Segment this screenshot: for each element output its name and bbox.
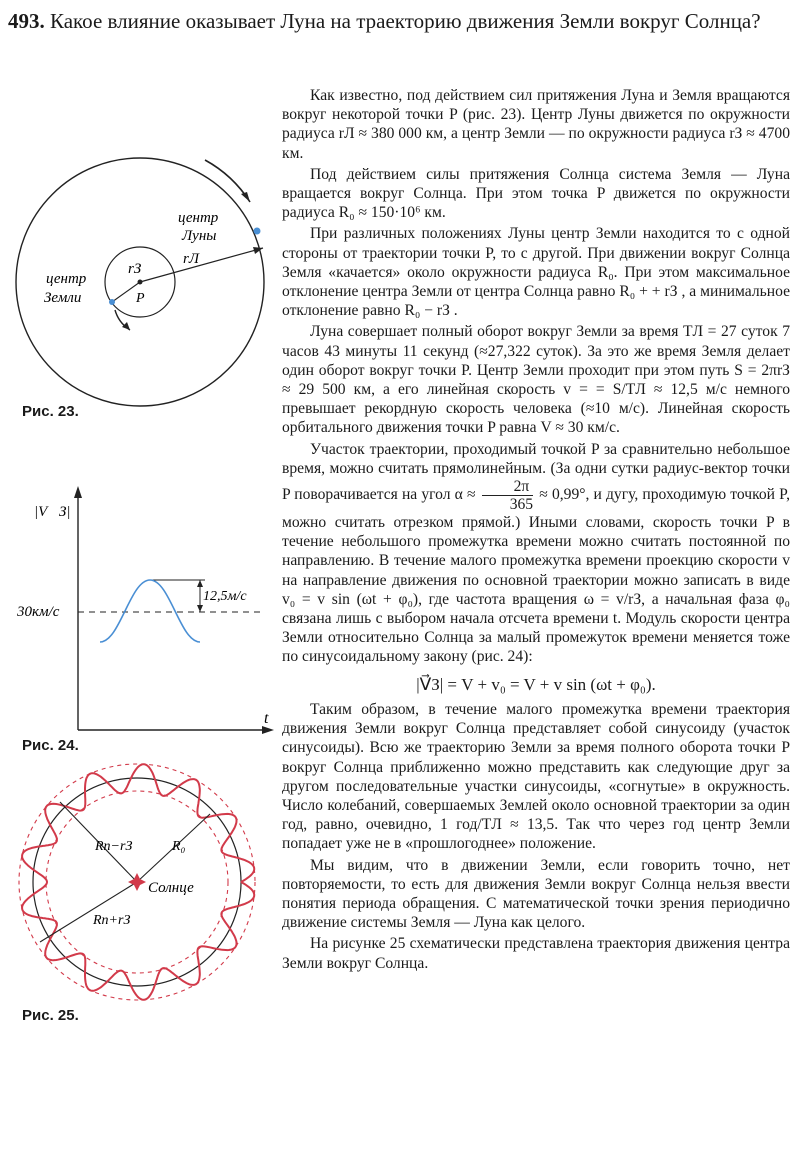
problem-title <box>8 8 798 34</box>
earth-center-dot <box>109 299 115 305</box>
r-moon-label: rЛ <box>183 251 199 267</box>
r-plus-label: Rп+rЗ <box>93 913 131 928</box>
baseline-label: 30км/с <box>17 604 60 620</box>
arrow-icon <box>122 322 130 330</box>
earth-label: центр <box>46 271 87 287</box>
moon-label: центр <box>178 210 219 226</box>
y-axis-label: |V⃗З| <box>34 504 71 520</box>
arrow-icon <box>197 605 203 612</box>
r0-label: R₀ <box>172 839 186 854</box>
moon-center-dot <box>254 228 261 235</box>
fraction-numerator: 2π <box>482 478 533 496</box>
paragraph-part: Участок траектории, проходимый точкой P за сравнительно небольшое время, можно считать прямолинейным. (За одни сутки радиус-вектор точки P поворачивается на угол α ≈ <box>282 440 790 504</box>
paragraph: Как известно, под действием сил притяжения Луна и Земля вращаются вокруг некоторой точки P (рис. 23). Центр Луны движется по окружности радиуса rЛ ≈ 380 000 км, а центр Земли — по окружности радиуса rЗ ≈ 4700 км. <box>282 87 790 162</box>
arrow-icon <box>197 580 203 587</box>
problem-number: 493. <box>8 9 45 33</box>
sun-label: Солнце <box>148 880 194 896</box>
radius-line <box>40 882 137 942</box>
paragraph: Под действием силы притяжения Солнца система Земля — Луна вращается вокруг Солнца. При этом точка P движется по окружности радиуса R₀ ≈ 150·10⁶ км. <box>282 165 790 222</box>
figure-23 <box>0 130 280 410</box>
velocity-equation: |V⃗З| = V + v₀ = V + v sin (ωt + φ₀). <box>416 674 656 694</box>
paragraph-part: ≈ 0,99°, и дугу, проходимую точкой P, можно считать отрезком прямой.) Иными словами, скорость точки P в течение небольшого промежутка времени можно считать постоянной по направлению. В течение малого промежутка времени проекцию скорости v на направление движения по основной траектории можно записать в виде v₀ = v sin (ωt + φ₀), где частота вращения ω = v/rЗ, а начальная фаза φ₀ связана лишь с выбором начала отсчета времени t. Модуль скорости центра Земли относительно Солнца за малый промежуток времени меняется тоже по синусоидальному закону (рис. 24): <box>282 486 790 666</box>
figure-25 <box>0 762 280 1002</box>
arrow-icon <box>262 726 274 734</box>
amplitude-label: 12,5м/с <box>203 589 247 604</box>
moon-radius <box>140 248 263 282</box>
velocity-sine-curve <box>100 580 200 642</box>
figure-23-caption: Рис. 23. <box>22 403 79 420</box>
paragraph: При различных положениях Луны центр Земли находится то с одной стороны от траектории точки P, то с другой. При движении вокруг Солнца Земля «качается» около окружности радиуса R₀. При этом максимальное отклонение центра Земли от центра Солнца равно R₀ + + rЗ , а минимальное отклонение равно R₀ − rЗ . <box>282 225 790 320</box>
figure-24 <box>0 480 280 742</box>
moon-label: Луны <box>182 228 217 244</box>
fraction-denominator: 365 <box>509 496 534 514</box>
r-minus-label: Rп−rЗ <box>95 839 133 854</box>
figure-25-caption: Рис. 25. <box>22 1007 79 1024</box>
r-earth-label: rЗ <box>128 261 142 277</box>
solution-text <box>282 86 790 975</box>
angle-fraction <box>482 478 533 513</box>
point-p <box>138 280 143 285</box>
point-p-label: P <box>136 291 145 306</box>
x-axis-label: t <box>264 710 269 727</box>
earth-label: Земли <box>44 290 82 306</box>
paragraph: Луна совершает полный оборот вокруг Земли за время TЛ = 27 суток 7 часов 43 минуты 11 секунд (≈27,322 суток). За это же время Земля делает один оборот вокруг точки P. Центр Земли проходит при этом путь S = 2πrЗ ≈ 29 500 км, а его линейная скорость v = = S/TЛ ≈ 12,5 м/с немного превышает рекордную скорость человека (≈10 м/с). Линейная скорость орбитального движения точки P равна V ≈ 30 км/с. <box>282 323 790 437</box>
arrow-icon <box>74 486 82 498</box>
arrow-icon <box>241 192 250 202</box>
problem-question: Какое влияние оказывает Луна на траекторию движения Земли вокруг Солнца? <box>50 9 761 33</box>
paragraph: Мы видим, что в движении Земли, если говорить точно, нет повторяемости, то есть для движения Земли вокруг Солнца нельзя ввести понятия периода обращения. С математической точки зрения периодично движение системы Земля — Луна как целого. <box>282 856 790 932</box>
figure-24-caption: Рис. 24. <box>22 737 79 754</box>
arrow-icon <box>253 247 263 254</box>
paragraph: Таким образом, в течение малого промежутка времени траектория движения Земли вокруг Солнца представляет собой синусоиду (участок синусоиды). Всю же траекторию Земли за время полного оборота точки P вокруг Солнца приближенно можно представить как следующие друг за другом последовательные участки синусоиды, «согнутые» в окружность. Число колебаний, совершаемых Землей около основной траектории за один год, равно, очевидно, 1 год/TЛ ≈ 13,5. Так что через год центр Земли попадает уже не в «прошлогоднее» положение. <box>282 700 790 853</box>
paragraph-with-fraction <box>282 440 790 667</box>
paragraph: На рисунке 25 схематически представлена траектория движения центра Земли вокруг Солнца. <box>282 935 790 972</box>
